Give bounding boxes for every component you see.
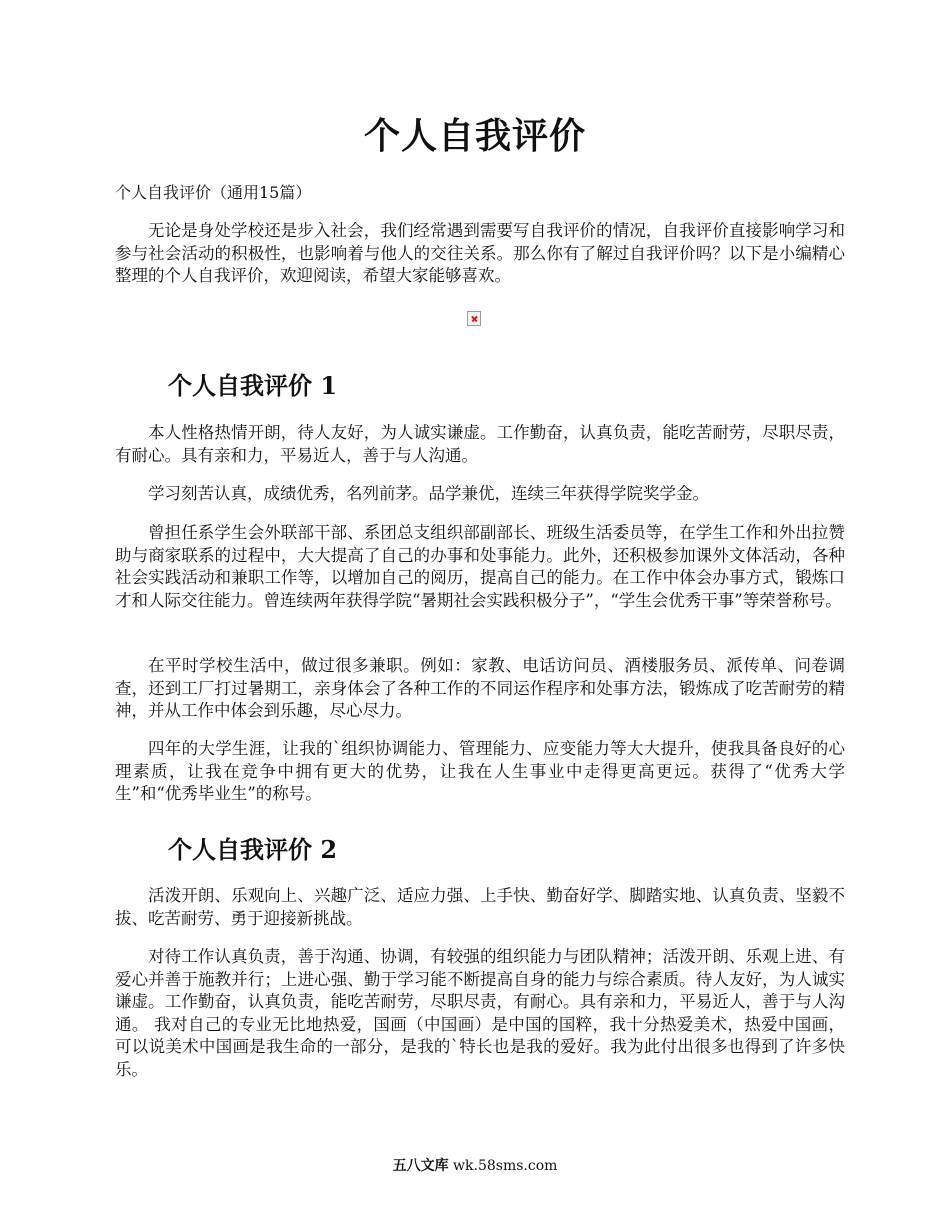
document-subtitle: 个人自我评价（通用15篇） (115, 183, 312, 202)
section-heading-2: 个人自我评价 2 (168, 835, 338, 864)
broken-image-icon (467, 311, 481, 326)
page-footer (0, 1155, 950, 1175)
section-2-paragraph-2: 对待工作认真负责，善于沟通、协调，有较强的组织能力与团队精神；活泼开朗、乐观上进、有爱心并善于施教并行；上进心强、勤于学习能不断提高自身的能力与综合素质。待人友好，为人诚实谦虚。工作勤奋，认真负责，能吃苦耐劳，尽职尽责，有耐心。具有亲和力，平易近人，善于与人沟通。 我对自己的专业无比地热爱，国画（中国画）是中国的国粹，我十分热爱美术，热爱中国画，可以说美术中国画是我生命的一部分，是我的`特长也是我的爱好。我为此付出很多也得到了许多快乐。 (115, 947, 845, 1079)
section-1-paragraph-4: 在平时学校生活中，做过很多兼职。例如：家教、电话访问员、酒楼服务员、派传单、问卷调查，还到工厂打过暑期工，亲身体会了各种工作的不同运作程序和处事方法，锻炼成了吃苦耐劳的精神，并从工作中体会到乐趣，尽心尽力。 (115, 656, 845, 720)
section-heading-1: 个人自我评价 1 (168, 371, 338, 400)
footer-brand: 五八文库 (392, 1158, 449, 1174)
section-2-paragraph-1: 活泼开朗、乐观向上、兴趣广泛、适应力强、上手快、勤奋好学、脚踏实地、认真负责、坚毅不拔、吃苦耐劳、勇于迎接新挑战。 (115, 886, 845, 928)
section-1-paragraph-2: 学习刻苦认真，成绩优秀，名列前茅。品学兼优，连续三年获得学院奖学金。 (148, 484, 709, 503)
section-1-paragraph-3: 曾担任系学生会外联部干部、系团总支组织部副部长、班级生活委员等，在学生工作和外出拉赞助与商家联系的过程中，大大提高了自己的办事和处事能力。此外，还积极参加课外文体活动，各种社会实践活动和兼职工作等，以增加自己的阅历，提高自己的能力。在工作中体会办事方式，锻炼口才和人际交往能力。曾连续两年获得学院“暑期社会实践积极分子”，“学生会优秀干事”等荣誉称号。 (115, 523, 845, 610)
document-title: 个人自我评价 (363, 115, 586, 157)
section-1-paragraph-1: 本人性格热情开朗，待人友好，为人诚实谦虚。工作勤奋，认真负责，能吃苦耐劳，尽职尽责，有耐心。具有亲和力，平易近人，善于与人沟通。 (115, 423, 845, 465)
section-1-paragraph-5: 四年的大学生涯，让我的`组织协调能力、管理能力、应变能力等大大提升，使我具备良好的心理素质，让我在竞争中拥有更大的优势，让我在人生事业中走得更高更远。获得了“优秀大学生”和“优秀毕业生”的称号。 (115, 739, 845, 803)
intro-paragraph: 无论是身处学校还是步入社会，我们经常遇到需要写自我评价的情况，自我评价直接影响学习和参与社会活动的积极性，也影响着与他人的交往关系。那么你有了解过自我评价吗？以下是小编精心整理的个人自我评价，欢迎阅读，希望大家能够喜欢。 (115, 221, 845, 285)
footer-url[interactable]: wk.58sms.com (453, 1158, 558, 1174)
